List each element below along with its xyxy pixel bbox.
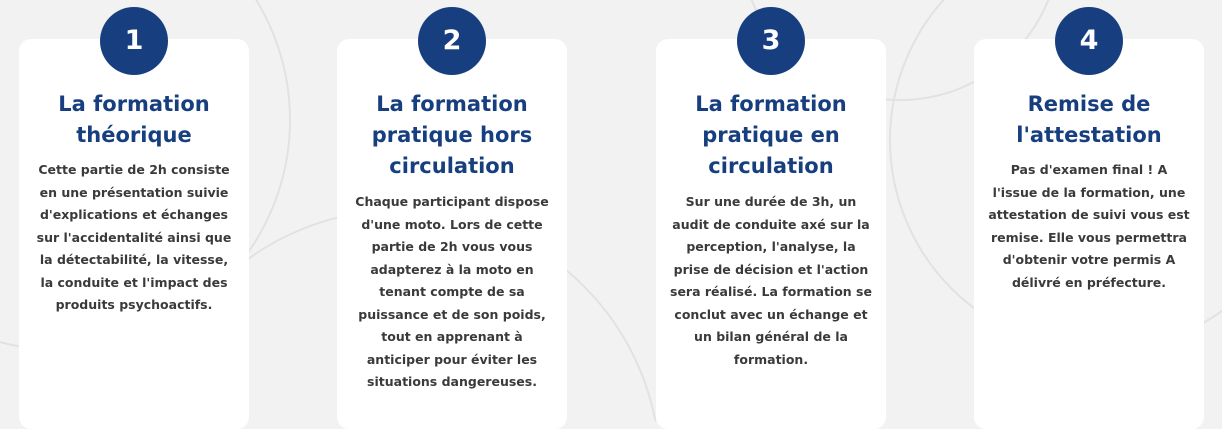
step-card-2 — [337, 25, 567, 429]
step-title: Remise de l'attestation — [1016, 92, 1162, 147]
step-description: Pas d'examen final ! A l'issue de la formation, une attestation de suivi vous est remise. Elle vous permettra d'obtenir votre permis A délivré en préfecture. — [988, 162, 1190, 290]
step-card-1 — [19, 25, 249, 429]
step-number-badge: 1 — [100, 7, 168, 75]
step-description: Sur une durée de 3h, un audit de conduite axé sur la perception, l'analyse, la prise de décision et l'action sera réalisé. La formation se conclut avec un échange et un bilan général de la formation. — [670, 194, 872, 367]
step-card-4 — [974, 25, 1204, 429]
step-title: La formation théorique — [58, 92, 210, 147]
step-title: La formation pratique hors circulation — [371, 92, 533, 178]
step-number-badge: 4 — [1055, 7, 1123, 75]
step-description: Chaque participant dispose d'une moto. Lors de cette partie de 2h vous vous adapterez à la moto en tenant compte de sa puissance et de son poids, tout en apprenant à anticiper pour éviter les situations dangereuses. — [355, 194, 549, 389]
step-number-badge: 3 — [737, 7, 805, 75]
step-number-badge: 2 — [418, 7, 486, 75]
step-card-3 — [656, 25, 886, 429]
step-title: La formation pratique en circulation — [695, 92, 847, 178]
step-description: Cette partie de 2h consiste en une présentation suivie d'explications et échanges sur l'accidentalité ainsi que la détectabilité, la vitesse, la conduite et l'impact des produits psychoactifs. — [36, 162, 232, 312]
